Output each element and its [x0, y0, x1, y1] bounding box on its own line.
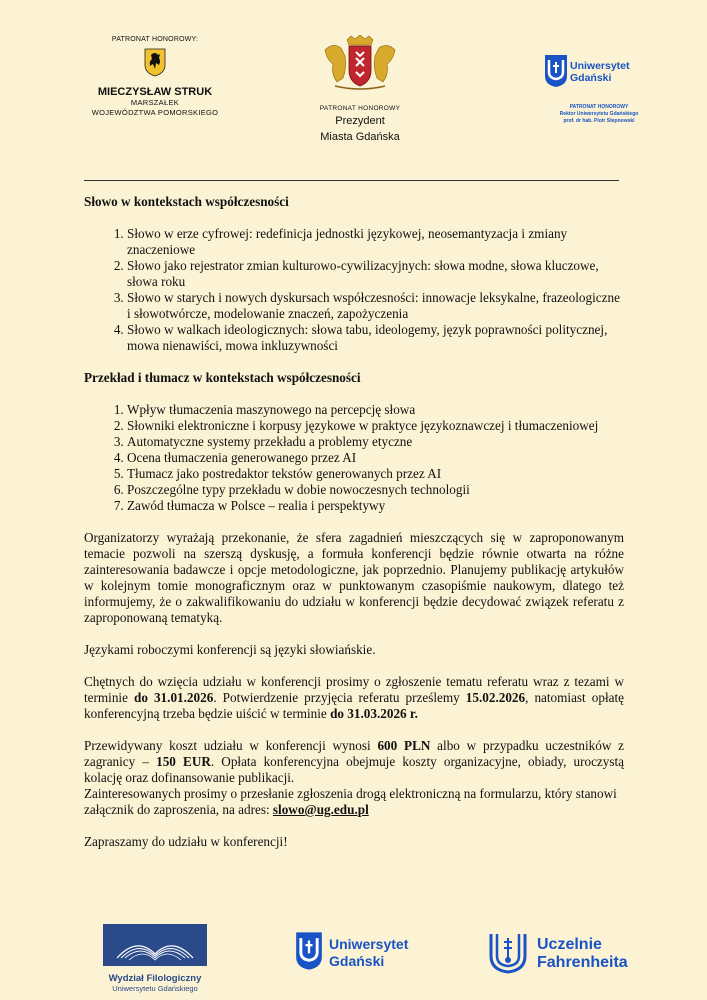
- deadline-abstract: do 31.01.2026: [133, 690, 214, 705]
- section2-list: [84, 402, 624, 514]
- marshal-role-1: MARSZAŁEK: [130, 98, 180, 107]
- email-link[interactable]: slowo@ug.edu.pl: [272, 802, 369, 817]
- mayor-title-2: Miasta Gdańska: [320, 131, 400, 143]
- patron-mayor: [290, 34, 430, 144]
- mayor-patron-label: PATRONAT HONOROWY: [319, 105, 401, 112]
- header-divider: [84, 180, 619, 181]
- section2-heading: Przekład i tłumacz w kontekstach współczesności: [84, 370, 361, 385]
- paragraph-fees: Przewidywany koszt udziału w konferencji wynosi 600 PLN albo w przypadku uczestników z zagranicy – 150 EUR. Opłata konferencyjna obejmuje koszty organizacyjne, obiady, uroczystą kolację oraz dofinansowanie publikacji.: [84, 738, 625, 785]
- list-item: 3. Słowo w starych i nowych dyskursach współczesności: innowacje leksykalne, frazeologiczne i słowotwórcze, modelowanie znaczeń, zapożyczenia: [127, 290, 624, 322]
- list-item: 1. Wpływ tłumaczenia maszynowego na percepcję słowa: [127, 402, 624, 418]
- list-item: 4. Ocena tłumaczenia generowanego przez AI: [127, 450, 624, 466]
- paragraph-languages: Językami roboczymi konferencji są języki słowiańskie.: [84, 642, 376, 657]
- university-of-gdansk-logo: [295, 924, 445, 984]
- list-item: 3. Automatyczne systemy przekładu a problemy etyczne: [127, 434, 624, 450]
- section1-list: [84, 226, 624, 354]
- open-book-icon: [103, 924, 207, 966]
- fee-pln: 600 PLN: [377, 738, 431, 753]
- list-item: 5. Tłumacz jako postredaktor tekstów generowanych przez AI: [127, 466, 624, 482]
- faculty-name: Wydział Filologiczny: [108, 973, 202, 984]
- patron-label: PATRONAT HONOROWY:: [111, 36, 199, 43]
- section1-heading: Słowo w kontekstach współczesności: [84, 194, 289, 209]
- fee-eur: 150 EUR: [156, 754, 211, 769]
- marshal-name: MIECZYSŁAW STRUK: [97, 86, 213, 98]
- list-item: 4. Słowo w walkach ideologicznych: słowa tabu, ideologemy, język poprawności politycznej, mowa nienawiści, mowa inkluzywności: [127, 322, 624, 354]
- rector-patron-text: PATRONAT HONOROWY Rektor Uniwersytetu Gdańskiego prof. dr hab. Piotr Stepnowski: [559, 104, 639, 124]
- header: [0, 0, 707, 175]
- list-item: 2. Słowniki elektroniczne i korpusy językowe w praktyce językoznawczej i tłumaczeniowej: [127, 418, 624, 434]
- faculty-logo: [100, 924, 210, 993]
- ug-logo-text: Uniwersytet Gdański: [570, 60, 630, 84]
- paragraph-invitation: Zapraszamy do udziału w konferencji!: [84, 834, 288, 849]
- list-item: 6. Poszczególne typy przekładu w dobie nowoczesnych technologii: [127, 482, 624, 498]
- patron-marshal: [70, 36, 240, 118]
- pomeranian-griffin-icon: [143, 47, 167, 77]
- paragraph-deadlines: Chętnych do wzięcia udziału w konferencji prosimy o zgłoszenie tematu referatu wraz z tezami w terminie do 31.01.2026. Potwierdzenie przyjęcia referatu prześlemy 15.02.2026, natomiast opłatę konferencyjną trzeba będzie uiścić w terminie do 31.03.2026 r.: [84, 674, 624, 721]
- faculty-university: Uniwersytetu Gdańskiego: [112, 984, 198, 993]
- ug-logo-text: Uniwersytet Gdański: [329, 936, 409, 969]
- gdansk-coat-of-arms-icon: [315, 34, 405, 94]
- paragraph-submission: Zainteresowanych prosimy o przesłanie zgłoszenia drogą elektroniczną na formularzu, który stanowi załącznik do zaproszenia, na adres: slowo@ug.edu.pl: [84, 786, 617, 817]
- document-body: [84, 194, 624, 866]
- paragraph-scope: Organizatorzy wyrażają przekonanie, że sfera zagadnień mieszczących się w zaproponowanym temacie pozwoli na szerszą dyskusję, a formuła konferencji będzie równie otwarta na różne zainteresowania badawcze i opcje metodologiczne, jak poprzednio. Planujemy publikację artykułów w kolejnym tomie monograficznym oraz w punktowanym czasopiśmie naukowym, dlatego też informujemy, że o zakwalifikowaniu do udziału w konferencji będzie decydować związek referatu z zaproponowaną tematyką.: [84, 530, 624, 625]
- footer: [0, 918, 707, 1000]
- list-item: 2. Słowo jako rejestrator zmian kulturowo-cywilizacyjnych: słowa modne, słowa kluczowe, słowa roku: [127, 258, 624, 290]
- fahrenheit-thermometer-icon: [487, 930, 529, 974]
- university-of-gdansk-icon: [544, 54, 568, 88]
- deadline-confirmation: 15.02.2026: [465, 690, 526, 705]
- deadline-payment: do 31.03.2026 r.: [330, 706, 418, 721]
- ug-shield-icon: [295, 930, 323, 972]
- list-item: 7. Zawód tłumacza w Polsce – realia i perspektywy: [127, 498, 624, 514]
- marshal-role-2: WOJEWÓDZTWA POMORSKIEGO: [91, 108, 219, 117]
- mayor-title-1: Prezydent: [335, 115, 385, 127]
- fahrenheit-universities-logo: [487, 924, 657, 984]
- uf-logo-text: Uczelnie Fahrenheita: [537, 936, 628, 971]
- list-item: 1. Słowo w erze cyfrowej: redefinicja jednostki językowej, neosemantyzacja i zmiany znaczeniowe: [127, 226, 624, 258]
